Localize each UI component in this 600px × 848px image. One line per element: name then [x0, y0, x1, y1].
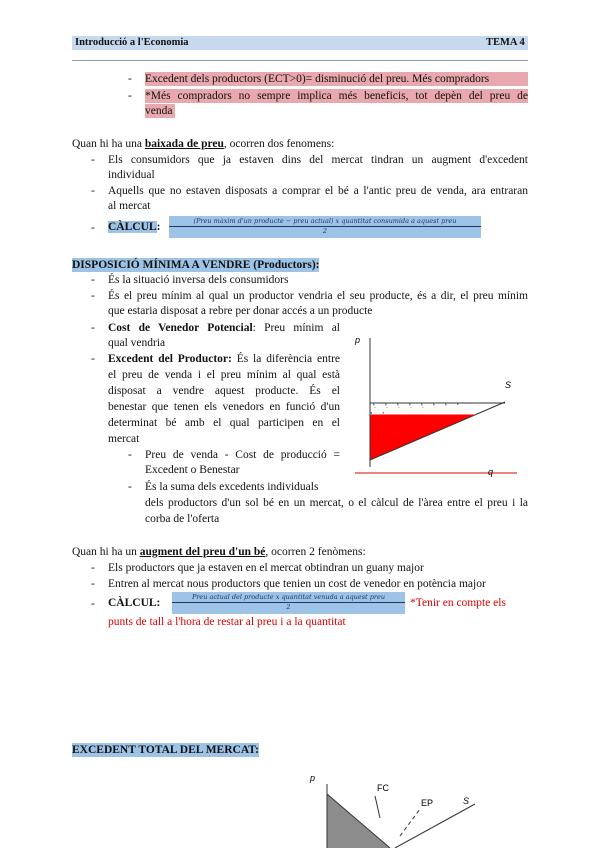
- bullet-dash: -: [128, 481, 132, 493]
- excedent-productor-line-2: el preu de venda i el preu mínim al qual està: [108, 369, 340, 381]
- supply-curve: [395, 804, 475, 848]
- sub-bullet-2-cont-2: corba de l'oferta: [145, 513, 220, 525]
- header-divider: [72, 60, 528, 61]
- sub-bullet-2: És la suma dels excedents individuals: [145, 481, 319, 493]
- graph2-fc-label: FC: [377, 783, 389, 793]
- graph1-s-label: S: [505, 380, 512, 390]
- sub-bullet-1-cont: Excedent o Benestar: [145, 464, 240, 476]
- augment-formula: [172, 592, 405, 614]
- formula-numerator: (Preu màxim d'un producte − preu actual) x quantitat consumida a aquest preu: [169, 216, 481, 227]
- graph2-s-label: S: [463, 796, 470, 806]
- augment-bullet-1: Els productors que ja estaven en el mercat obtindran un guany major: [108, 562, 424, 574]
- augment-note-line-2: punts de tall a l'hora de restar al preu i a la quantitat: [108, 616, 346, 628]
- surplus-gain-area: [370, 403, 475, 415]
- excedent-productor-line-6: mercat: [108, 433, 140, 445]
- sub-bullet-1: Preu de venda - Cost de producció =: [145, 449, 340, 461]
- ep-pointer: [400, 809, 420, 836]
- excedent-productor-line-5: determinat bé amb el qual participen en el: [108, 417, 340, 429]
- bullet-dash: -: [91, 274, 95, 286]
- disposicio-bullet-2: És el preu mínim al qual un productor vendria el seu producte, és a dir, el preu mínim: [108, 290, 528, 302]
- formula-denominator: 2: [286, 603, 291, 611]
- baixada-calc-label: CÀLCUL:: [108, 221, 161, 233]
- bullet-dash: -: [128, 90, 132, 102]
- baixada-bullet-2: Aquells que no estaven disposats a comprar el bé a l'antic preu de venda, ara entraran: [108, 185, 528, 197]
- graph2-ep-label: EP: [421, 798, 434, 808]
- intro-bullet-2-cont: venda: [145, 104, 175, 118]
- augment-note-line-1: *Tenir en compte els: [410, 597, 506, 609]
- disposicio-bullet-1: És la situació inversa dels consumidors: [108, 274, 289, 286]
- fc-pointer: [375, 796, 380, 818]
- producer-surplus-graph: [345, 330, 530, 480]
- augment-bullet-2: Entren al mercat nous productors que tenien un cost de venedor en potència major: [108, 578, 486, 590]
- bullet-dash: -: [91, 562, 95, 574]
- header-topic: TEMA 4: [486, 37, 525, 48]
- intro-bullet-1: Excedent dels productors (ECT>0)= disminució del preu. Més compradors: [145, 72, 528, 86]
- cost-venedor-line-1: Cost de Venedor Potencial: Preu mínim al: [108, 322, 340, 334]
- graph1-p-label: p: [355, 335, 361, 345]
- total-surplus-graph: [300, 766, 500, 848]
- bullet-dash: -: [91, 578, 95, 590]
- bullet-dash: -: [91, 185, 95, 197]
- disposicio-title: DISPOSICIÓ MÍNIMA A VENDRE (Productors):: [72, 259, 320, 271]
- baixada-bullet-2-cont: al mercat: [108, 200, 151, 212]
- bullet-dash: -: [128, 449, 132, 461]
- excedent-productor-line-4: benestar que tenen els venedors en funció d'un: [108, 401, 340, 413]
- baixada-intro: Quan hi ha una baixada de preu, ocorren dos fenomens:: [72, 138, 335, 150]
- augment-calc-label: CÀLCUL:: [108, 597, 161, 609]
- formula-numerator: Preu actual del producte x quantitat venuda a aquest preu: [172, 592, 405, 603]
- excedent-productor-line-3: disposat a vendre aquest producte. És el: [108, 385, 340, 397]
- augment-intro: Quan hi ha un augment del preu d'un bé, ocorren 2 fenòmens:: [72, 546, 366, 558]
- sub-bullet-2-cont: dels productors d'un sol bé en un mercat, o el càlcul de l'àrea entre el preu i la: [145, 497, 528, 509]
- bullet-dash: -: [128, 73, 132, 85]
- excedent-productor-line-1: Excedent del Productor: És la diferència entre: [108, 353, 340, 365]
- intro-bullet-2: *Més compradors no sempre implica més beneficis, tot depèn del preu de: [145, 90, 528, 102]
- bullet-dash: -: [91, 222, 95, 234]
- bullet-dash: -: [91, 598, 95, 610]
- cost-venedor-line-2: qual vendria: [108, 337, 166, 349]
- graph2-p-label: p: [310, 773, 316, 783]
- header-course-title: Introducció a l'Economia: [75, 37, 189, 48]
- bullet-dash: -: [91, 154, 95, 166]
- bullet-dash: -: [91, 322, 95, 334]
- baixada-bullet-1-cont: individual: [108, 169, 155, 181]
- disposicio-bullet-2-cont: que estaria disposat a rebre per donar accés a un producte: [108, 305, 373, 317]
- excedent-total-title: EXCEDENT TOTAL DEL MERCAT:: [72, 744, 259, 756]
- bullet-dash: -: [91, 290, 95, 302]
- baixada-bullet-1: Els consumidors que ja estaven dins del mercat tindran un augment d'excedent: [108, 154, 528, 166]
- formula-denominator: 2: [322, 227, 328, 235]
- baixada-formula: [169, 216, 481, 238]
- graph1-q-label: q: [488, 467, 494, 477]
- bullet-dash: -: [91, 353, 95, 365]
